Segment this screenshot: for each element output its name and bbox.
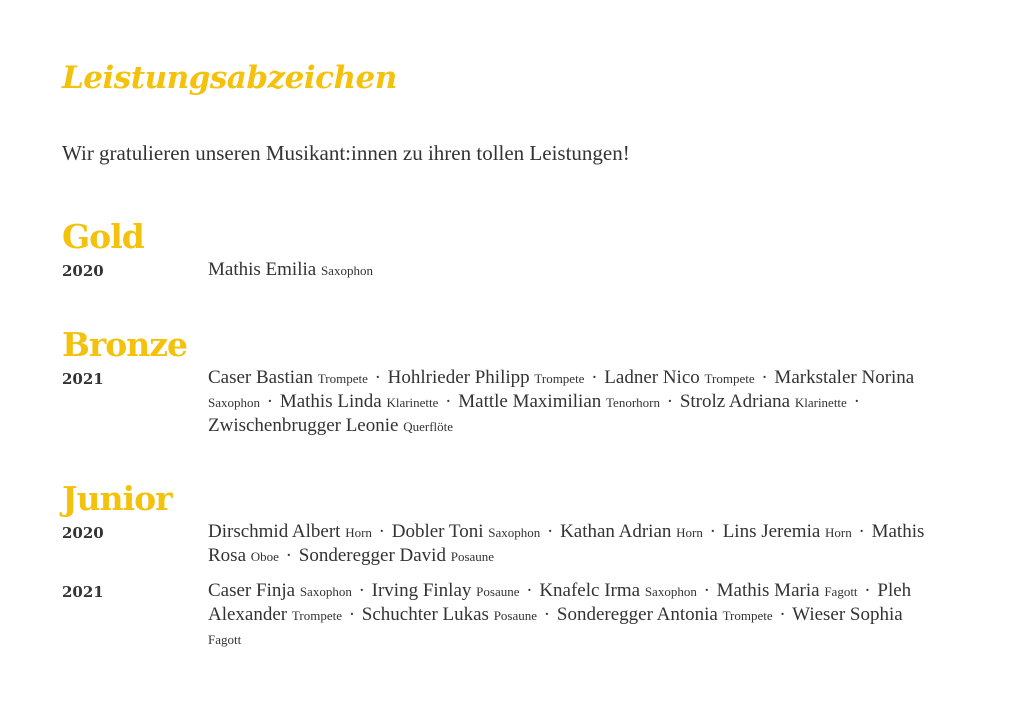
member-instrument: Posaune <box>493 608 538 623</box>
member-entry <box>362 604 537 625</box>
member-name: Mathis Maria <box>716 580 820 601</box>
member-name: Mattle Maximilian <box>458 391 602 412</box>
member-entry <box>299 545 494 566</box>
separator-dot: · <box>853 391 860 412</box>
separator-dot: · <box>703 580 710 601</box>
section-heading: Bronze <box>62 325 188 364</box>
separator-dot: · <box>266 391 274 412</box>
member-name: Lins Jeremia <box>722 521 821 542</box>
member-entry <box>680 391 847 412</box>
member-instrument: Oboe <box>250 549 279 564</box>
year-label: 2021 <box>62 583 104 601</box>
section-heading: Gold <box>62 217 144 256</box>
member-instrument: Klarinette <box>386 395 439 410</box>
member-entry <box>372 580 520 601</box>
separator-dot: · <box>374 367 381 388</box>
member-name: Zwischenbrugger Leonie <box>208 415 399 436</box>
year-row <box>62 366 962 438</box>
member-instrument: Saxophon <box>299 584 352 599</box>
year-row <box>62 579 962 651</box>
name-list <box>208 520 928 568</box>
member-name: Dobler Toni <box>391 521 484 542</box>
member-instrument: Saxophon <box>644 584 697 599</box>
member-instrument: Trompete <box>534 371 585 386</box>
member-name: Markstaler Norina <box>774 367 915 388</box>
member-entry <box>539 580 697 601</box>
name-list <box>208 366 928 438</box>
member-name: Dirschmid Albert <box>208 521 341 542</box>
member-instrument: Klarinette <box>794 395 847 410</box>
page-title: Leistungsabzeichen <box>62 60 397 96</box>
member-instrument: Tenorhorn <box>606 395 660 410</box>
member-entry <box>458 391 660 412</box>
member-name: Strolz Adriana <box>679 391 791 412</box>
member-instrument: Trompete <box>722 608 773 623</box>
member-name: Caser Bastian <box>208 367 314 388</box>
member-name: Kathan Adrian <box>560 521 672 542</box>
member-name: Schuchter Lukas <box>361 604 489 625</box>
member-entry <box>208 580 352 601</box>
member-entry <box>717 580 858 601</box>
member-name: Knafelc Irma <box>539 580 641 601</box>
member-name: Mathis Emilia <box>208 259 317 280</box>
separator-dot: · <box>358 580 365 601</box>
member-name: Pleh Alexander <box>208 580 912 625</box>
separator-dot: · <box>858 521 865 542</box>
separator-dot: · <box>526 580 533 601</box>
member-entry <box>557 604 773 625</box>
separator-dot: · <box>864 580 871 601</box>
member-name: Caser Finja <box>208 580 296 601</box>
separator-dot: · <box>543 604 551 625</box>
year-label: 2020 <box>62 262 104 280</box>
name-list <box>208 258 928 282</box>
separator-dot: · <box>709 521 716 542</box>
member-name: Ladner Nico <box>604 367 700 388</box>
member-instrument: Saxophon <box>320 263 373 278</box>
member-entry <box>392 521 540 542</box>
member-name: Irving Finlay <box>371 580 472 601</box>
member-instrument: Saxophon <box>208 395 260 410</box>
member-instrument: Querflöte <box>403 419 454 434</box>
member-entry <box>208 521 372 542</box>
separator-dot: · <box>779 604 786 625</box>
separator-dot: · <box>761 367 768 388</box>
member-name: Mathis Linda <box>279 391 382 412</box>
member-name: Mathis Rosa <box>208 521 925 566</box>
member-entry <box>208 415 453 436</box>
member-instrument: Trompete <box>317 371 368 386</box>
member-instrument: Horn <box>676 525 703 540</box>
member-entry <box>723 521 852 542</box>
separator-dot: · <box>666 391 674 412</box>
member-name: Wieser Sophia <box>792 604 903 625</box>
separator-dot: · <box>348 604 356 625</box>
year-label: 2020 <box>62 524 104 542</box>
member-entry <box>388 367 585 388</box>
intro-text: Wir gratulieren unseren Musikant:innen zu ihren tollen Leistungen! <box>62 141 630 165</box>
member-entry <box>604 367 754 388</box>
member-entry <box>280 391 439 412</box>
member-instrument: Fagott <box>824 584 858 599</box>
separator-dot: · <box>546 521 554 542</box>
member-entry <box>560 521 703 542</box>
name-list <box>208 579 928 651</box>
separator-dot: · <box>285 545 292 566</box>
member-name: Sonderegger Antonia <box>556 604 718 625</box>
member-instrument: Fagott <box>208 632 242 647</box>
separator-dot: · <box>378 521 385 542</box>
member-instrument: Posaune <box>450 549 495 564</box>
section-bronze <box>62 325 962 438</box>
separator-dot: · <box>445 391 452 412</box>
year-label: 2021 <box>62 370 104 388</box>
member-instrument: Horn <box>345 525 372 540</box>
section-gold <box>62 217 962 282</box>
member-instrument: Trompete <box>704 371 755 386</box>
member-instrument: Saxophon <box>488 525 541 540</box>
section-heading: Junior <box>62 479 172 518</box>
member-entry <box>208 367 368 388</box>
member-name: Sonderegger David <box>298 545 446 566</box>
member-instrument: Posaune <box>476 584 520 599</box>
separator-dot: · <box>591 367 598 388</box>
member-instrument: Horn <box>825 525 852 540</box>
year-row <box>62 520 962 568</box>
year-row <box>62 258 962 282</box>
member-name: Hohlrieder Philipp <box>387 367 530 388</box>
section-junior <box>62 479 962 651</box>
member-entry <box>208 259 373 280</box>
member-instrument: Trompete <box>291 608 342 623</box>
